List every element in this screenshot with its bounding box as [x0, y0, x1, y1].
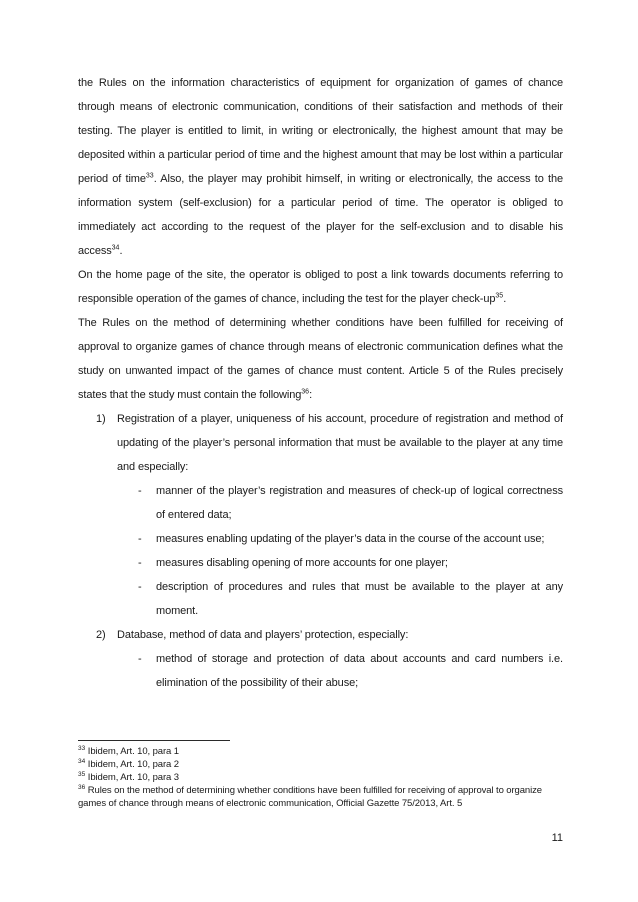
- dash-item-1-4-marker: -: [138, 581, 142, 593]
- dash-item-2-1-marker: -: [138, 653, 142, 665]
- dash-item-1-4-text: description of procedures and rules that must be available to the player at any moment.: [156, 581, 563, 617]
- numbered-item-1: [78, 407, 563, 479]
- footnote-34: [78, 758, 563, 771]
- footnotes-section: [78, 740, 563, 810]
- footnote-33-text: Ibidem, Art. 10, para 1: [87, 746, 179, 757]
- footnote-33: [78, 745, 563, 758]
- dash-item-1-2-marker: -: [138, 533, 142, 545]
- numbered-item-2-marker: 2): [96, 629, 106, 641]
- dash-item-1-1-text: manner of the player’s registration and measures of check-up of logical correctness of entered data;: [156, 485, 563, 521]
- page-body: [78, 71, 563, 695]
- dash-item-1-4: [78, 575, 563, 623]
- dash-item-1-3-text: measures disabling opening of more accounts for one player;: [156, 557, 448, 569]
- paragraph-rules-method: The Rules on the method of determining whether conditions have been fulfilled for receiving of approval to organize games of chance through means of electronic communication defines what the study on unwanted impact of the games of chance must content. Article 5 of the Rules precisely states that the study must contain the following$^{36}$:: [78, 317, 563, 401]
- dash-item-1-1-marker: -: [138, 485, 142, 497]
- footnote-36-text: Rules on the method of determining whether conditions have been fulfilled for receiving of approval to organize games of chance through means of electronic communication, Official Gazette 75/2013, Art. 5: [78, 785, 542, 809]
- footnote-33-marker: 33: [78, 744, 86, 752]
- numbered-item-2: [78, 623, 563, 647]
- footnote-34-marker: 34: [78, 757, 86, 765]
- numbered-item-1-text: Registration of a player, uniqueness of his account, procedure of registration and method of updating of the player’s personal information that must be available to the player at any time and especially:: [117, 413, 563, 473]
- dash-item-2-1-text: method of storage and protection of data about accounts and card numbers i.e. elimination of the possibility of their abuse;: [156, 653, 563, 689]
- paragraph-home-page-link: On the home page of the site, the operator is obliged to post a link towards documents referring to responsible operation of the games of chance, including the test for the player check-$up^{35}$.: [78, 269, 563, 305]
- paragraph-rules-equipment: the Rules on the information characteristics of equipment for organization of games of chance through means of electronic communication, conditions of their satisfaction and methods of their testing. The player is entitled to limit, in writing or electronically, the highest amount that may be deposited within a particular period of time and the highest amount that may be lost within a particular period of time$^{33}$. Also, the player may prohibit himself, in writing or electronically, the access to the information system (self-exclusion) for a particular period of time. The operator is obliged to immediately act according to the request of the player for the self-exclusion and to disable his access$^{34}$.: [78, 77, 564, 257]
- page-number: 11: [551, 832, 563, 844]
- dash-item-1-3-marker: -: [138, 557, 142, 569]
- dash-item-1-2: [78, 527, 563, 551]
- footnote-35-marker: 35: [78, 770, 86, 778]
- footnote-36-marker: 36: [78, 783, 86, 791]
- footnote-35: [78, 771, 563, 784]
- dash-item-1-3: [78, 551, 563, 575]
- footnote-36: [78, 784, 563, 810]
- numbered-item-1-marker: 1): [96, 413, 106, 425]
- dash-item-1-2-text: measures enabling updating of the player’s data in the course of the account use;: [156, 533, 545, 545]
- dash-item-2-1: [78, 647, 563, 695]
- footnote-35-text: Ibidem, Art. 10, para 3: [87, 772, 179, 783]
- footnote-separator: [78, 740, 230, 741]
- footnote-34-text: Ibidem, Art. 10, para 2: [87, 759, 179, 770]
- numbered-item-2-text: Database, method of data and players’ protection, especially:: [117, 629, 409, 641]
- dash-item-1-1: [78, 479, 563, 527]
